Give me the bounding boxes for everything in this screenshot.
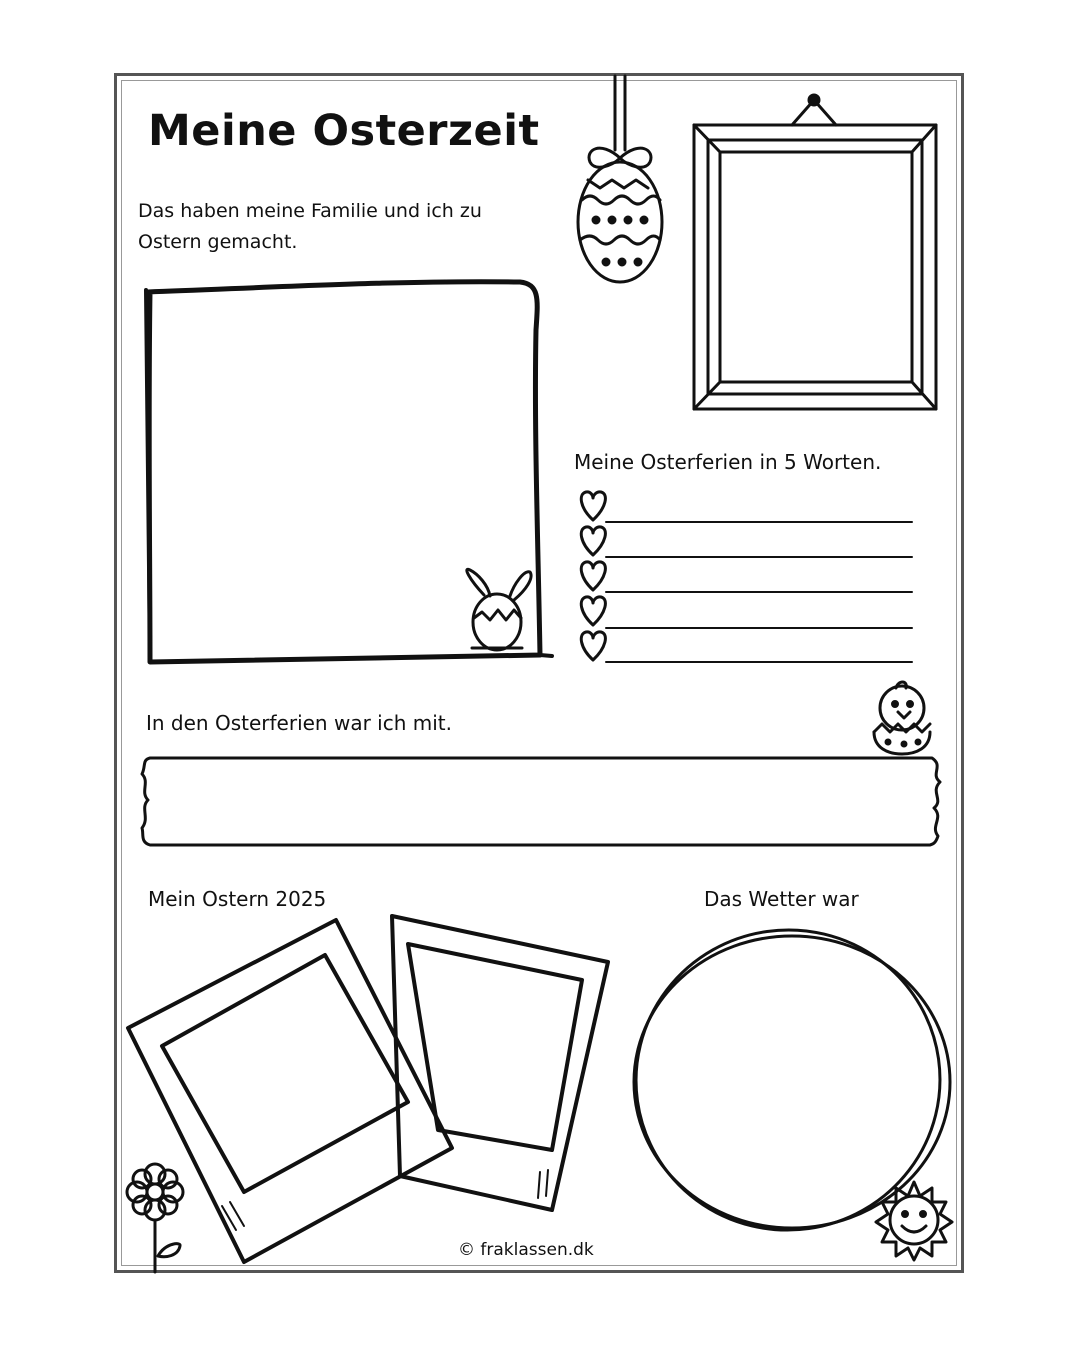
heart-icon (581, 597, 605, 625)
family-drawing-box (146, 282, 552, 662)
word-lines (581, 492, 912, 662)
heart-icon (581, 527, 605, 555)
family-prompt: Das haben meine Familie und ich zu Ostern gemacht. (138, 200, 482, 253)
photo-frame-right (392, 916, 608, 1210)
page-title: Meine Osterzeit (148, 106, 540, 156)
weather-label: Das Wetter war (704, 887, 859, 911)
companions-answer-box[interactable] (142, 758, 940, 845)
copyright-footer: © fraklassen.dk (458, 1240, 594, 1260)
five-words-prompt: Meine Osterferien in 5 Worten. (574, 450, 882, 474)
weather-drawing-circle (617, 910, 960, 1249)
picture-frame-icon (694, 95, 936, 409)
photos-label: Mein Ostern 2025 (148, 887, 327, 911)
chick-in-egg-icon (874, 682, 930, 754)
heart-icon (581, 632, 605, 660)
bunny-egg-icon (467, 569, 531, 650)
heart-icon (581, 562, 605, 590)
companions-prompt: In den Osterferien war ich mit. (146, 711, 452, 735)
flower-icon (127, 1164, 183, 1272)
heart-icon (581, 492, 605, 520)
easter-egg-icon (578, 76, 662, 282)
